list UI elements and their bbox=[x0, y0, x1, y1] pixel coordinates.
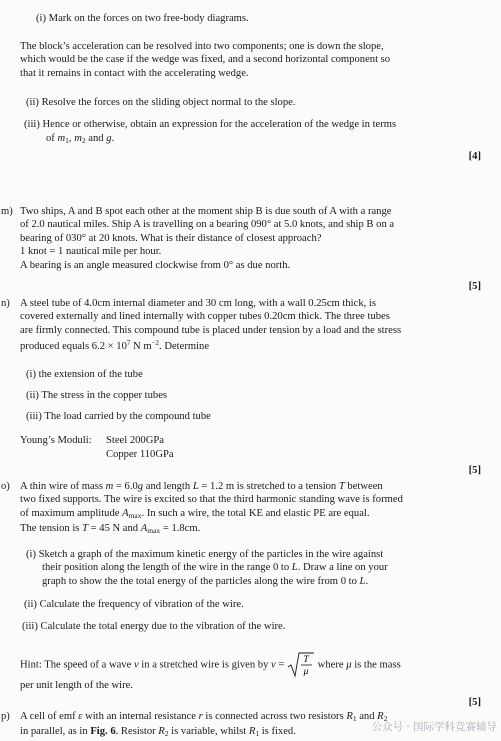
q-iii-line2: of $m_1$, $m_2$ and g. bbox=[46, 133, 115, 145]
svg-text:μ: μ bbox=[303, 667, 309, 677]
block-para-line: that it remains in contact with the accelerating wedge. bbox=[20, 67, 249, 79]
hint-line: Hint: The speed of a wave v in a stretched wire is given by v = T μ where μ is the mass bbox=[20, 652, 401, 678]
n-item: (iii) The load carried by the compound tube bbox=[26, 411, 211, 422]
question-m-text bbox=[20, 205, 480, 272]
o-line: A thin wire of mass m = 6.0g and length L = 1.2 m is stretched to a tension T between bbox=[20, 481, 383, 492]
n-line-stress: produced equals $6.2 \times 10^7$ N $m^{-2}$. Determine bbox=[20, 339, 210, 353]
m-line: bearing of 030° at 20 knots. What is their distance of closest approach? bbox=[20, 232, 322, 244]
block-para-line: The block’s acceleration can be resolved into two components; one is down the slope, bbox=[20, 41, 384, 52]
block-para-line: which would be the case if the wedge was fixed, and a second horizontal component so bbox=[20, 54, 391, 66]
o-line: of maximum amplitude $A_{max}$. In such a wire, the total KE and elastic PE are equal. bbox=[20, 507, 370, 520]
n-line: A steel tube of 4.0cm internal diameter and 30 cm long, with a wall 0.25cm thick, is bbox=[20, 298, 376, 309]
o-line: two fixed supports. The wire is excited so that the third harmonic standing wave is formed bbox=[20, 494, 403, 506]
watermark-text: 公众号 · 国际学科竞赛辅导 bbox=[371, 720, 497, 733]
m-line: of 2.0 nautical miles. Ship A is travelling on a bearing 090° at 5.0 knots, and ship B on a bbox=[20, 219, 395, 231]
m-line: Two ships, A and B spot each other at the moment ship B is due south of A with a range bbox=[20, 206, 392, 217]
n-line: are firmly connected. This compound tube is placed under tension by a load and the stress bbox=[20, 324, 402, 336]
m-line: A bearing is an angle measured clockwise from 0° as due north. bbox=[20, 259, 291, 271]
o-item-ii: (ii) Calculate the frequency of vibration of the wire. bbox=[24, 599, 244, 610]
o-line: The tension is T = 45 N and $A_{max} = 1.8cm$. bbox=[20, 523, 201, 536]
marks-5: [5] bbox=[468, 465, 481, 476]
n-item: (i) the extension of the tube bbox=[26, 369, 143, 380]
block-acceleration-paragraph bbox=[20, 40, 470, 80]
marks-5: [5] bbox=[468, 281, 481, 292]
hint-line2: per unit length of the wire. bbox=[20, 680, 133, 691]
question-n-label: n) bbox=[1, 298, 10, 309]
marks-4: [4] bbox=[468, 151, 481, 162]
svg-text:T: T bbox=[303, 655, 309, 665]
n-line: covered externally and lined internally with copper tubes 0.20cm thick. The three tubes bbox=[20, 311, 390, 323]
youngs-copper: Copper 110GPa bbox=[106, 449, 174, 460]
sqrt-icon bbox=[287, 652, 315, 678]
m-line: 1 knot = 1 nautical mile per hour. bbox=[20, 246, 162, 258]
p-line: in parallel, as in Fig. 6. Resistor $R_2$ is variable, whilst $R_1$ is fixed. bbox=[20, 726, 296, 739]
question-n-text bbox=[20, 297, 480, 354]
q-iii-line1: (iii) Hence or otherwise, obtain an expression for the acceleration of the wedge in terms bbox=[24, 119, 397, 130]
q-ii-resolve: (ii) Resolve the forces on the sliding object normal to the slope. bbox=[26, 97, 296, 108]
marks-5: [5] bbox=[468, 697, 481, 708]
sqrt-formula bbox=[287, 652, 315, 678]
o-item-iii: (iii) Calculate the total energy due to the vibration of the wire. bbox=[22, 621, 286, 632]
p-line: A cell of emf ε with an internal resistance r is connected across two resistors $R_1$ and $R_2$ bbox=[20, 711, 388, 723]
o-item-i: (i) Sketch a graph of the maximum kinetic energy of the particles in the wire against their position along the length of the wire in the range 0 to L. Draw a line on your graph to show the the total energy of the particles along the wire from 0 to L. bbox=[26, 549, 388, 587]
question-m-label: m) bbox=[1, 206, 13, 217]
youngs-steel: Steel 200GPa bbox=[106, 435, 164, 446]
youngs-moduli-label: Young’s Moduli: bbox=[20, 435, 92, 446]
n-item: (ii) The stress in the copper tubes bbox=[26, 390, 168, 401]
q-i-mark-forces: (i) Mark on the forces on two free-body diagrams. bbox=[36, 13, 249, 24]
question-p-label: p) bbox=[1, 711, 10, 722]
question-o-text bbox=[20, 480, 480, 538]
question-o-label: o) bbox=[1, 481, 10, 492]
